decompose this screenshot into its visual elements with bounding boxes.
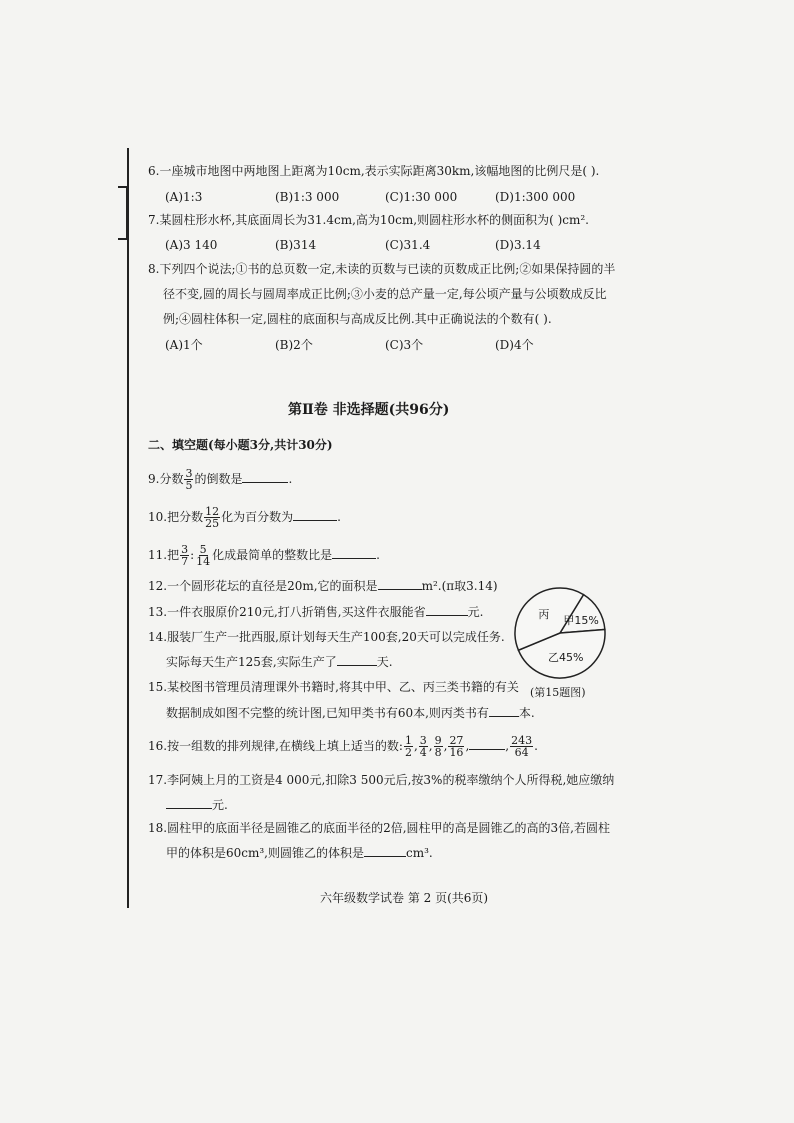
question-17-line-2	[166, 796, 228, 813]
q16-n3: 9	[434, 734, 442, 747]
q16-frac-4	[448, 735, 464, 758]
q18-post: cm³.	[406, 846, 433, 860]
section-title: 第Ⅱ卷 非选择题(共96分)	[288, 402, 450, 418]
q7-option-c: (C)31.4	[385, 238, 431, 252]
q14-answer-blank[interactable]	[337, 653, 377, 666]
q11-pre: 11.把	[148, 548, 180, 562]
question-8-line-2: 径不变,圆的周长与圆周率成正比例;③小麦的总产量一定,每公顷产量与公顷数成反比	[163, 287, 607, 301]
q17-answer-blank[interactable]	[166, 796, 212, 809]
question-12	[148, 577, 498, 594]
q12-answer-blank[interactable]	[378, 577, 422, 590]
q6-option-c: (C)1:30 000	[385, 190, 458, 204]
q15-figure-caption: (第15题图)	[530, 686, 586, 699]
q6-option-d: (D)1:300 000	[495, 190, 576, 204]
pie-slices	[515, 588, 605, 678]
q8-option-b: (B)2个	[275, 338, 313, 352]
fill-blank-heading: 二、填空题(每小题3分,共计30分)	[148, 438, 333, 452]
question-7-text: 7.某圆柱形水杯,其底面周长为31.4cm,高为10cm,则圆柱形水杯的侧面积为( )cm².	[148, 213, 589, 227]
q13-pre: 13.一件衣服原价210元,打八折销售,买这件衣服能省	[148, 605, 426, 619]
q15-post: 本.	[518, 706, 535, 720]
q16-frac-1	[404, 735, 413, 758]
question-15-line-2	[166, 704, 535, 721]
q16-n2: 3	[419, 734, 427, 747]
q16-d-last: 64	[514, 746, 529, 759]
question-16: 16.按一组数的排列规律,在横线上填上适当的数: $\frac{1}{2}$ , $\frac{3}{4}$ , $\frac{9}{8}$ , $\frac{27}{16}$ , , $\frac{243}{64}$ .	[148, 734, 538, 759]
q10-post: 化为百分数为	[221, 510, 294, 524]
question-18-line-2	[166, 844, 433, 861]
q16-n-last: 243	[511, 734, 533, 747]
q9-num: 3	[185, 467, 193, 480]
q16-d2: 4	[419, 746, 427, 759]
q16-n4: 27	[449, 734, 464, 747]
q7-option-d: (D)3.14	[495, 238, 541, 252]
q11-post: 化成最简单的整数比是	[212, 548, 333, 562]
q16-d1: 2	[404, 746, 412, 759]
q16-frac-2	[419, 735, 428, 758]
question-17-line-1: 17.李阿姨上月的工资是4 000元,扣除3 500元后,按3%的税率缴纳个人所得税,她应缴纳	[148, 773, 615, 787]
question-18-line-1: 18.圆柱甲的底面半径是圆锥乙的底面半径的2倍,圆柱甲的高是圆锥乙的高的3倍,若圆柱	[148, 821, 610, 835]
q10-answer-blank[interactable]	[293, 508, 337, 521]
q14-post: 天.	[376, 655, 393, 669]
q15-pie-chart	[508, 585, 612, 681]
question-14-line-2	[166, 653, 393, 670]
question-11: 11.把 $\frac{3}{7}$ : $\frac{5}{14}$ 化成最简单的整数比是 .	[148, 543, 380, 568]
pie-label-bing: 丙	[538, 608, 550, 622]
question-13	[148, 603, 483, 620]
q12-pre: 12.一个圆形花坛的直径是20m,它的面积是	[148, 579, 378, 593]
q12-post: m².(π取3.14)	[421, 579, 498, 593]
q17-post: 元.	[212, 798, 228, 812]
q11-n2: 5	[199, 543, 207, 556]
page-footer: 六年级数学试卷 第 2 页(共6页)	[320, 891, 489, 905]
question-8-line-3: 例;④圆柱体积一定,圆柱的底面积与高成反比例.其中正确说法的个数有( ).	[163, 312, 552, 326]
q9-den: 5	[185, 479, 193, 492]
q16-answer-blank[interactable]	[469, 737, 505, 750]
q16-d4: 16	[449, 746, 464, 759]
q6-option-a: (A)1:3	[165, 190, 203, 204]
q9-post: 的倒数是	[194, 472, 243, 486]
question-8-line-1: 8.下列四个说法;①书的总页数一定,未读的页数与已读的页数成正比例;②如果保持圆的半	[148, 262, 616, 276]
question-14-line-1: 14.服装厂生产一批西服,原计划每天生产100套,20天可以完成任务.	[148, 630, 505, 644]
q16-pre: 16.按一组数的排列规律,在横线上填上适当的数:	[148, 739, 403, 753]
q10-pre: 10.把分数	[148, 510, 204, 524]
q11-fraction-2	[195, 544, 211, 567]
q11-d2: 14	[196, 555, 211, 568]
q10-fraction	[204, 506, 220, 529]
q13-answer-blank[interactable]	[426, 603, 468, 616]
q11-sep: :	[190, 548, 195, 562]
q16-d3: 8	[434, 746, 442, 759]
q8-option-d: (D)4个	[495, 338, 534, 352]
binding-bracket	[118, 186, 128, 240]
q18-answer-blank[interactable]	[364, 844, 406, 857]
q10-den: 25	[205, 517, 220, 530]
binding-margin-line	[127, 148, 129, 908]
q18-pre: 甲的体积是60cm³,则圆锥乙的体积是	[166, 846, 364, 860]
q15-pre: 数据制成如图不完整的统计图,已知甲类书有60本,则丙类书有	[166, 706, 489, 720]
q8-option-a: (A)1个	[165, 338, 203, 352]
q11-answer-blank[interactable]	[332, 546, 376, 559]
question-6-text: 6.一座城市地图中两地图上距离为10cm,表示实际距离30km,该幅地图的比例尺是( ).	[148, 164, 600, 178]
question-15-line-1: 15.某校图书管理员清理课外书籍时,将其中甲、乙、丙三类书籍的有关	[148, 680, 519, 694]
pie-label-jia: 甲15%	[563, 614, 599, 628]
q7-option-a: (A)3 140	[165, 238, 218, 252]
q11-n1: 3	[181, 543, 189, 556]
question-10: 10.把分数 $\frac{12}{25}$ 化为百分数为 .	[148, 505, 341, 530]
q9-fraction	[184, 468, 193, 491]
q11-d1: 7	[181, 555, 189, 568]
q8-option-c: (C)3个	[385, 338, 424, 352]
q16-frac-last	[510, 735, 533, 758]
q6-option-b: (B)1:3 000	[275, 190, 340, 204]
question-9: 9.分数 $\frac{3}{5}$ 的倒数是 .	[148, 467, 293, 492]
q9-answer-blank[interactable]	[242, 470, 288, 483]
q9-pre: 9.分数	[148, 472, 184, 486]
q16-frac-3	[434, 735, 443, 758]
q14-pre: 实际每天生产125套,实际生产了	[166, 655, 337, 669]
q16-n1: 1	[404, 734, 412, 747]
q15-answer-blank[interactable]	[489, 704, 519, 717]
pie-label-yi: 乙45%	[548, 651, 584, 665]
q10-num: 12	[205, 505, 220, 518]
q13-post: 元.	[467, 605, 484, 619]
q7-option-b: (B)314	[275, 238, 317, 252]
q11-fraction-1	[180, 544, 189, 567]
